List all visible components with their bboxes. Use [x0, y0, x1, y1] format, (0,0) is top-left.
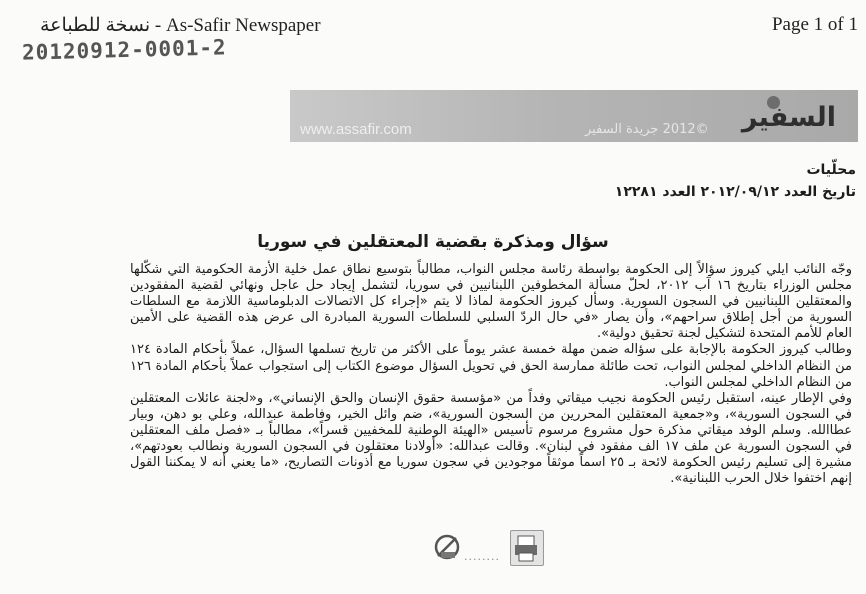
no-print-icon[interactable] [432, 532, 462, 562]
print-toolbar [428, 530, 548, 570]
article-paragraph: وطالب كيروز الحكومة بالإجابة على سؤاله ضمن مهلة خمسة عشر يوماً على الأكثر من تاريخ تسلمها السؤال، عملاً بأحكام المادة ١٢٤ من النظام الداخلي لمجلس النواب، تحت طائلة ممارسة الحق في تحويل السؤال موضوع الكتاب إلى استجواب عملاً بأحكام المادة ١٢٦ من النظام الداخلي لمجلس النواب. [130, 342, 852, 390]
banner-url[interactable]: www.assafir.com [300, 121, 412, 138]
newspaper-banner [290, 90, 858, 142]
printer-glyph-icon [511, 531, 543, 565]
article-body [130, 262, 852, 487]
article-headline: سؤال ومذكرة بقضية المعتقلين في سوريا [257, 232, 609, 252]
banner-copyright: ©2012 جريدة السفير [585, 122, 709, 137]
print-header-source: نسخة للطباعة - As-Safir Newspaper [40, 15, 321, 36]
article-paragraph: وجّه النائب ايلي كيروز سؤالاً إلى الحكومة بواسطة رئاسة مجلس النواب، مطالباً بتوسيع نطاق عمل خلية الأزمة الحكومية التي شكّلها مجلس الوزراء بتاريخ ١٦ آب ٢٠١٢، لحلّ مسألة المخطوفين اللبنانيين في سوريا، لتشمل إيجاد حل عاجل ونهائي لقضية المفقودين والمعتقلين اللبنانيين في السجون السورية. وسأل كيروز الحكومة لماذا لا يتم «إجراء كل الاتصالات الدبلوماسية اللازمة مع السلطات السورية من أجل إطلاق سراحهم»، وأن يصار «في حال الردّ السلبي للسلطات السورية المبادرة الى عرض هذه القضية على الأمين العام للأمم المتحدة لتشكيل لجنة تحقيق دولية». [130, 262, 852, 342]
handwritten-archive-code: 20120912-0001-2 [21, 35, 227, 65]
toolbar-dots: ........ [464, 550, 500, 563]
print-icon[interactable] [510, 530, 544, 566]
newspaper-logo: السفير [741, 102, 836, 133]
issue-date-line: تاريخ العدد ٢٠١٢/٠٩/١٢ العدد ١٢٢٨١ [614, 184, 856, 200]
section-label: محلّيات [806, 162, 856, 178]
page-indicator: Page 1 of 1 [771, 14, 858, 35]
article-paragraph: وفي الإطار عينه، استقبل رئيس الحكومة نجيب ميقاتي وفداً من «مؤسسة حقوق الإنسان والحق الإنساني»، و«لجنة عائلات المعتقلين في السجون السورية»، و«جمعية المعتقلين المحررين من السجون السورية»، ضم وائل الخير، وفاطمة عبدالله، وعلي بو دهن، وبيار عطاالله. وسلم الوفد ميقاتي مذكرة حول مشروع مرسوم تأسيس «الهيئة الوطنية للمخفيين قسراً»، مطالباً بـ «فصل ملف المعتقلين في السجون السورية عن ملف ١٧ الف مفقود في لبنان». وقالت عبدالله: «أولادنا معتقلون في السجون السورية ونطالب بعودتهم»، مشيرة إلى تسليم رئيس الحكومة لائحة بـ ٢٥ اسماً موثقاً موجودين في سجون سوريا مع أذونات التصاريح، «ما يعني أنه لا يمكننا القول إنهم اختفوا خلال الحرب اللبنانية». [130, 390, 852, 487]
